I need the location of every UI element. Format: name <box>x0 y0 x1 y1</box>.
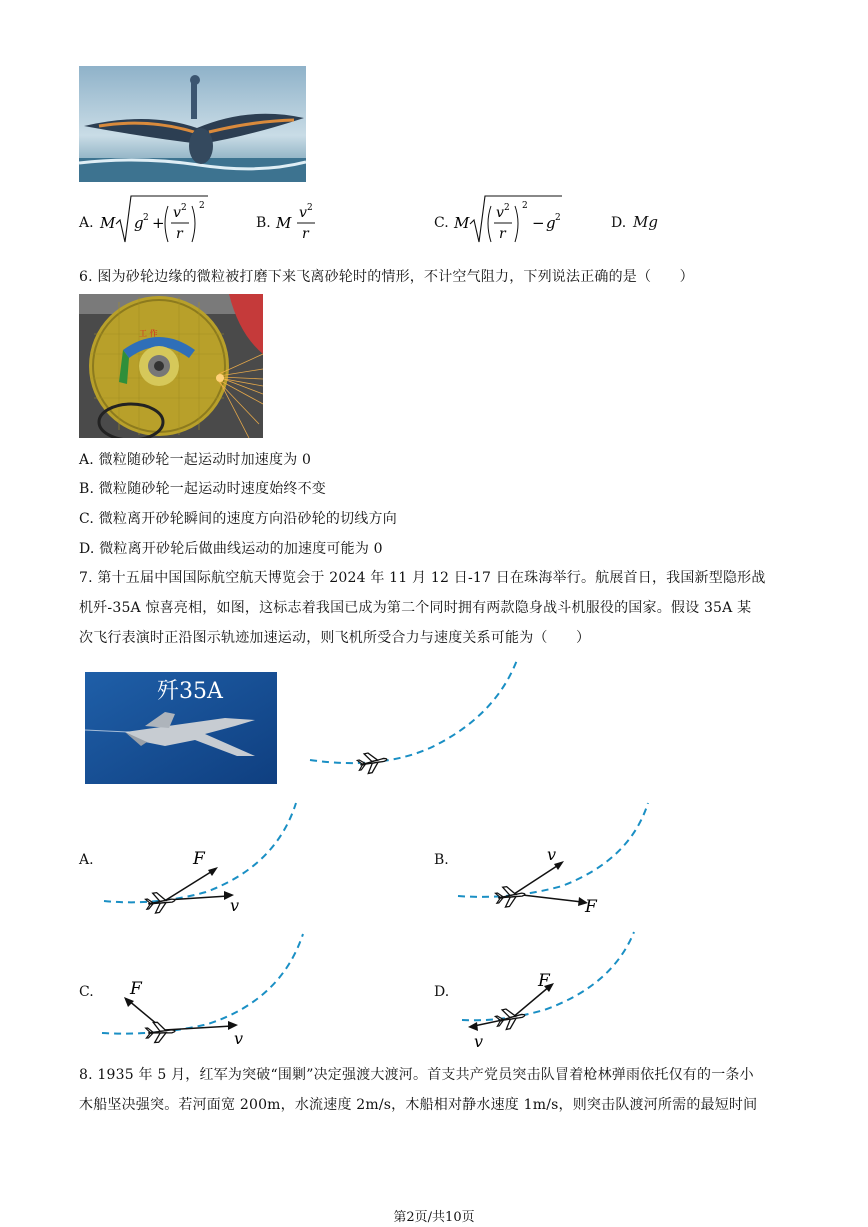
q5-option-b-formula <box>274 198 324 248</box>
q7-option-a-diagram <box>96 800 306 920</box>
q7-b-velocity-label: v <box>547 845 557 864</box>
svg-text:+: + <box>152 214 165 232</box>
airplane-icon <box>356 750 389 776</box>
svg-text:M: M <box>454 214 470 232</box>
svg-text:2: 2 <box>199 201 205 211</box>
q6-option-d: D. 微粒离开砂轮后做曲线运动的加速度可能为 0 <box>79 541 383 557</box>
q5-photo <box>79 66 306 182</box>
svg-text:2: 2 <box>555 213 561 223</box>
q5-option-c-label: C. <box>434 215 449 231</box>
q7-trajectory-diagram <box>300 652 530 782</box>
q5-option-a-label: A. <box>79 215 94 231</box>
q5-option-a-formula <box>98 190 213 256</box>
page-footer: 第2页/共10页 <box>393 1210 475 1225</box>
svg-text:2: 2 <box>143 213 149 223</box>
q7-stem-line3: 次飞行表演时正沿图示轨迹加速运动，则飞机所受合力与速度关系可能为（ ） <box>79 630 591 646</box>
q7-c-velocity-label: v <box>234 1029 244 1048</box>
q7-option-c-label: C. <box>79 984 94 1000</box>
q6-option-a: A. 微粒随砂轮一起运动时加速度为 0 <box>79 452 312 468</box>
svg-text:M: M <box>100 214 116 232</box>
q7-j35a-photo <box>85 672 277 784</box>
q7-option-b-label: B. <box>434 852 449 868</box>
q6-wheel-brand: 工 作 <box>139 329 158 338</box>
q6-stem: 6. 图为砂轮边缘的微粒被打磨下来飞离砂轮时的情形，不计空气阻力，下列说法正确的是（ ） <box>79 269 694 285</box>
svg-text:r: r <box>176 226 183 242</box>
q7-stem-line2: 机歼-35A 惊喜亮相，如图，这标志着我国已成为第二个同时拥有两款隐身战斗机服役的国家。假设 35A 某 <box>79 600 752 616</box>
q7-option-a-label: A. <box>79 852 94 868</box>
q6-grinding-wheel-photo <box>79 294 263 438</box>
svg-text:2: 2 <box>504 203 510 213</box>
svg-text:2: 2 <box>181 203 187 213</box>
svg-text:g: g <box>134 214 144 232</box>
svg-text:r: r <box>499 226 506 242</box>
svg-text:v: v <box>173 205 181 221</box>
q7-b-force-label: F <box>585 897 597 917</box>
q5-option-b-label: B. <box>256 215 271 231</box>
svg-text:−: − <box>532 214 545 232</box>
q7-option-d-diagram <box>452 930 652 1055</box>
svg-text:r: r <box>302 226 309 242</box>
q7-option-d-label: D. <box>434 984 450 1000</box>
svg-text:2: 2 <box>307 203 313 213</box>
q5-option-c-formula <box>452 190 567 256</box>
svg-text:v: v <box>299 205 307 221</box>
q6-option-c: C. 微粒离开砂轮瞬间的速度方向沿砂轮的切线方向 <box>79 511 397 527</box>
svg-text:M: M <box>276 214 292 232</box>
q6-option-b: B. 微粒随砂轮一起运动时速度始终不变 <box>79 481 326 497</box>
q7-stem-line1: 7. 第十五届中国国际航空航天博览会于 2024 年 11 月 12 日-17 日在珠海举行。航展首日，我国新型隐形战 <box>79 570 766 586</box>
q8-line1: 8. 1935 年 5 月，红军为突破“围剿”决定强渡大渡河。首支共产党员突击队冒着枪林弹雨依托仅有的一条小 <box>79 1067 754 1083</box>
q7-option-b-diagram <box>452 800 662 920</box>
airplane-icon <box>145 1021 175 1043</box>
q7-c-force-label: F <box>130 979 142 999</box>
q7-dashed-trajectory <box>310 660 517 763</box>
svg-text:2: 2 <box>522 201 528 211</box>
q7-option-c-diagram <box>96 930 311 1055</box>
q7-a-force-label: F <box>193 849 205 869</box>
q7-d-force-label: F <box>538 971 550 991</box>
svg-text:g: g <box>546 214 556 232</box>
airplane-icon <box>145 890 177 914</box>
svg-text:v: v <box>496 205 504 221</box>
q7-d-velocity-label: v <box>474 1032 484 1051</box>
q7-photo-caption: 歼35A <box>157 679 223 704</box>
q8-line2: 木船坚决强突。若河面宽 200m，水流速度 2m/s，木船相对静水速度 1m/s，则突击队渡河所需的最短时间 <box>79 1097 758 1113</box>
airplane-icon <box>495 884 527 908</box>
q5-option-d-expr: Mg <box>633 213 658 231</box>
q5-option-d-label: D. <box>611 215 627 231</box>
q7-a-velocity-label: v <box>230 896 240 915</box>
